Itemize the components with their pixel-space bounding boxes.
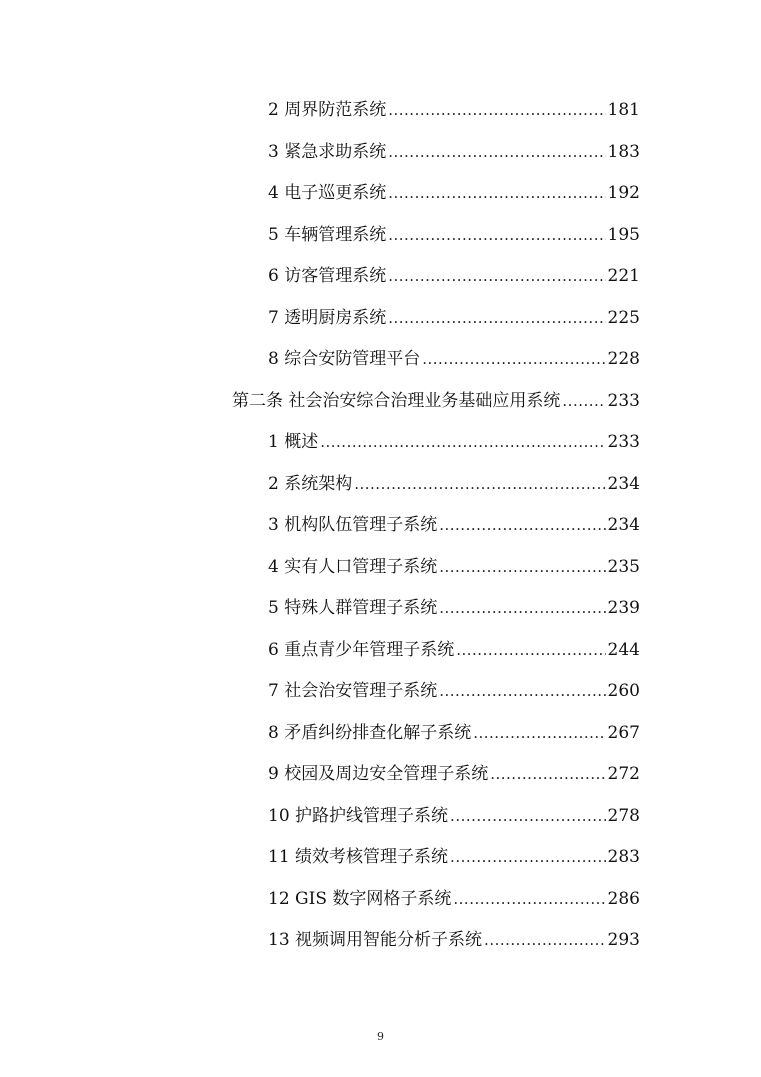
toc-entry-title: 第二条 社会治安综合治理业务基础应用系统: [232, 391, 561, 411]
toc-entry[interactable]: [268, 471, 640, 497]
toc-entry[interactable]: [268, 512, 640, 538]
toc-entry-page: 283: [607, 847, 640, 867]
toc-entry[interactable]: [268, 886, 640, 912]
toc-entry-page: 267: [607, 723, 640, 743]
toc-entry-title: 3 机构队伍管理子系统: [268, 515, 438, 535]
toc-entry-page: 293: [607, 930, 640, 950]
toc-entry[interactable]: [268, 346, 640, 372]
toc-entry-title: 7 社会治安管理子系统: [268, 681, 438, 701]
toc-entry[interactable]: [268, 305, 640, 331]
toc-entry-title: 6 重点青少年管理子系统: [268, 640, 455, 660]
toc-entry-title: 11 绩效考核管理子系统: [268, 847, 449, 867]
toc-entry[interactable]: [268, 803, 640, 829]
dot-leader: [450, 803, 606, 829]
toc-entry[interactable]: [268, 844, 640, 870]
toc-entry-title: 5 特殊人群管理子系统: [268, 598, 438, 618]
toc-entry-title: 4 电子巡更系统: [268, 183, 387, 203]
toc-entry-title: 4 实有人口管理子系统: [268, 557, 438, 577]
toc-entry-page: 260: [607, 681, 640, 701]
toc-entry-page: 235: [607, 557, 640, 577]
toc-entry-page: 286: [607, 889, 640, 909]
dot-leader: [453, 886, 605, 912]
toc-entry-page: 228: [607, 349, 640, 369]
toc-entry-page: 239: [607, 598, 640, 618]
dot-leader: [490, 761, 605, 787]
toc-entry-page: 225: [607, 308, 640, 328]
dot-leader: [473, 720, 605, 746]
toc-entry-title: 8 矛盾纠纷排查化解子系统: [268, 723, 472, 743]
toc-entry-chapter[interactable]: [232, 388, 640, 414]
dot-leader: [450, 844, 606, 870]
dot-leader: [422, 346, 605, 372]
dot-leader: [439, 595, 605, 621]
dot-leader: [388, 305, 605, 331]
toc-entry-page: 221: [607, 266, 640, 286]
toc-entry-title: 12 GIS 数字网格子系统: [268, 889, 452, 909]
toc-entry-title: 5 车辆管理系统: [268, 225, 387, 245]
toc-entry-page: 234: [607, 515, 640, 535]
toc-entry-page: 234: [607, 474, 640, 494]
dot-leader: [388, 222, 605, 248]
toc-entry[interactable]: [268, 222, 640, 248]
toc-entry[interactable]: [268, 720, 640, 746]
dot-leader: [456, 637, 605, 663]
toc-entry-title: 13 视频调用智能分析子系统: [268, 930, 483, 950]
toc-entry-title: 8 综合安防管理平台: [268, 349, 421, 369]
page-number: 9: [377, 1030, 384, 1043]
dot-leader: [562, 388, 605, 414]
toc-entry-page: 183: [607, 142, 640, 162]
toc-entry-title: 2 系统架构: [268, 474, 353, 494]
toc-entry-page: 233: [607, 391, 640, 411]
toc-entry-page: 181: [607, 100, 640, 120]
dot-leader: [439, 512, 605, 538]
toc-entry[interactable]: [268, 637, 640, 663]
toc-entry[interactable]: [268, 263, 640, 289]
toc-entry[interactable]: [268, 595, 640, 621]
toc-entry[interactable]: [268, 429, 640, 455]
toc-entry-title: 3 紧急求助系统: [268, 142, 387, 162]
toc-entry[interactable]: [268, 761, 640, 787]
toc-entry[interactable]: [268, 554, 640, 580]
toc-entry[interactable]: [268, 180, 640, 206]
dot-leader: [439, 678, 605, 704]
dot-leader: [388, 139, 605, 165]
toc-entry[interactable]: [268, 97, 640, 123]
toc-entry[interactable]: [268, 678, 640, 704]
toc-entry-page: 233: [607, 432, 640, 452]
toc-entry-page: 272: [607, 764, 640, 784]
dot-leader: [354, 471, 605, 497]
dot-leader: [484, 927, 606, 953]
toc-entry-page: 278: [607, 806, 640, 826]
toc-entry-title: 1 概述: [268, 432, 319, 452]
dot-leader: [388, 263, 605, 289]
toc-entry-page: 195: [607, 225, 640, 245]
toc-entry-title: 2 周界防范系统: [268, 100, 387, 120]
toc-entry-title: 7 透明厨房系统: [268, 308, 387, 328]
toc-entry[interactable]: [268, 139, 640, 165]
dot-leader: [388, 97, 605, 123]
dot-leader: [439, 554, 605, 580]
dot-leader: [320, 429, 605, 455]
toc-entry-page: 192: [607, 183, 640, 203]
toc-entry-title: 9 校园及周边安全管理子系统: [268, 764, 489, 784]
toc-entry-title: 6 访客管理系统: [268, 266, 387, 286]
toc-entry-page: 244: [607, 640, 640, 660]
dot-leader: [388, 180, 605, 206]
toc-entry[interactable]: [268, 927, 640, 953]
toc-entry-title: 10 护路护线管理子系统: [268, 806, 449, 826]
